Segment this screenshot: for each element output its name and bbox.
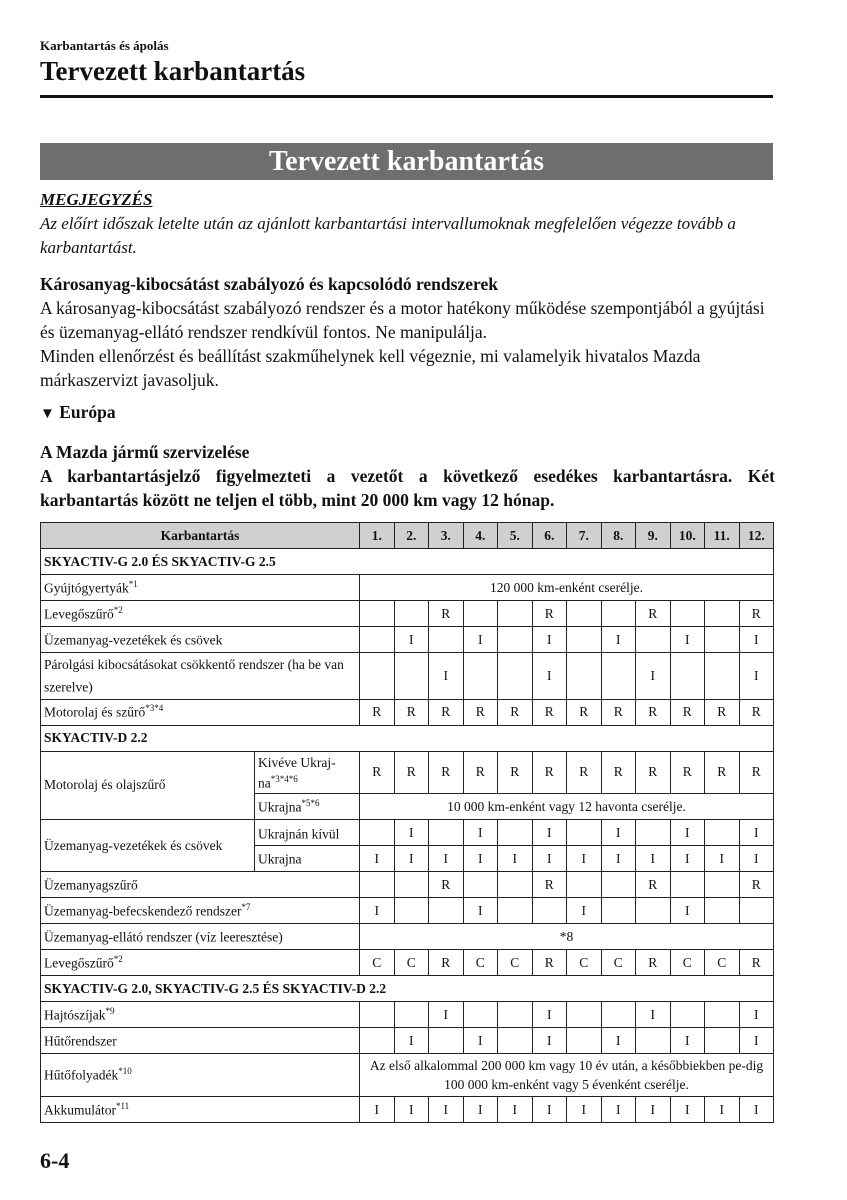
table-row [41,924,774,950]
interval-cell [705,627,740,653]
item-label-cell [41,924,360,950]
interval-cell [498,820,533,846]
interval-cell: I [394,1028,429,1054]
table-header-label: Karbantartás [41,523,360,549]
table-section-row [41,549,774,575]
table-row [41,872,774,898]
interval-cell: I [532,1097,567,1123]
note-text: Az előírt időszak letelte után az ajánlott karbantartási intervallumoknak megfelelően végezze tovább a karbantartást. [40,214,736,257]
interval-cell [360,1002,395,1028]
interval-cell [705,820,740,846]
interval-cell: I [601,820,636,846]
footnote-ref: *2 [113,953,123,964]
table-row [41,653,774,700]
interval-cell [601,601,636,627]
item-label: Gyújtógyertyák [44,580,129,596]
interval-cell: I [670,627,705,653]
interval-cell: R [532,699,567,725]
interval-cell: R [532,950,567,976]
interval-cell: I [498,846,533,872]
table-section-row [41,976,774,1002]
table-row [41,627,774,653]
interval-cell [601,1002,636,1028]
interval-cell: R [739,950,774,976]
interval-cell [394,1002,429,1028]
interval-cell: R [429,751,464,794]
sub-label: Ukrajna [258,851,302,867]
interval-cell: R [670,751,705,794]
interval-cell: R [636,751,671,794]
interval-cell: I [360,1097,395,1123]
interval-cell [498,653,533,700]
interval-cell: I [670,898,705,924]
item-label: Levegőszűrő [44,955,114,971]
section-label: SKYACTIV-D 2.2 [41,725,774,751]
interval-cell: R [429,601,464,627]
item-label: Hűtőrendszer [44,1033,117,1049]
interval-cell [360,872,395,898]
interval-cell: R [429,950,464,976]
sub-label-cell [255,751,360,794]
footnote-ref: *7 [241,901,251,912]
interval-cell [567,601,602,627]
interval-cell [636,898,671,924]
interval-cell [360,653,395,700]
interval-cell: C [463,950,498,976]
interval-cell [498,872,533,898]
item-label: Üzemanyag-ellátó rendszer (víz leeresztése) [44,929,283,945]
interval-cell: I [394,846,429,872]
interval-cell: R [636,872,671,898]
interval-cell: C [498,950,533,976]
interval-cell: I [463,898,498,924]
interval-cell: R [670,699,705,725]
interval-cell [705,1002,740,1028]
interval-cell: C [394,950,429,976]
interval-cell [670,1002,705,1028]
interval-header: 7. [567,523,602,549]
item-label-cell [41,699,360,725]
interval-cell: I [429,1002,464,1028]
interval-cell: C [360,950,395,976]
interval-cell [463,601,498,627]
table-row [41,699,774,725]
interval-cell: R [394,751,429,794]
interval-cell [601,872,636,898]
interval-cell: I [601,1097,636,1123]
item-label-cell [41,950,360,976]
interval-cell: I [429,653,464,700]
item-label-cell [41,575,360,601]
footnote-ref: *2 [113,604,123,615]
interval-header: 4. [463,523,498,549]
service-lead: A karbantartásjelző figyelmezteti a vezetőt a következő esedékes karbantartásra. Két karbantartás között ne teljen el több, mint 20 000 km vagy 12 hónap. [40,466,775,510]
group-label: Üzemanyag-vezetékek és csövek [41,820,255,872]
triangle-marker-icon: ▼ [40,406,55,422]
interval-cell: I [463,627,498,653]
interval-header: 1. [360,523,395,549]
interval-cell [463,1002,498,1028]
interval-cell: R [739,601,774,627]
interval-cell [429,627,464,653]
interval-cell [360,820,395,846]
table-row [41,751,774,794]
interval-cell [567,820,602,846]
span-note-cell: Az első alkalommal 200 000 km vagy 10 év után, a későbbiekben pe-dig 100 000 km-enként vagy 5 évenként cserélje. [360,1054,774,1097]
interval-cell: R [739,872,774,898]
interval-cell [670,872,705,898]
item-label-cell [41,1054,360,1097]
interval-cell [705,898,740,924]
section-banner: Tervezett karbantartás [40,143,773,180]
interval-cell [429,820,464,846]
interval-header: 2. [394,523,429,549]
interval-cell: I [739,820,774,846]
item-label: Üzemanyag-befecskendező rendszer [44,903,242,919]
sub-label-cell [255,846,360,872]
interval-cell: I [739,1002,774,1028]
interval-cell [636,820,671,846]
interval-cell: I [463,1028,498,1054]
interval-cell: I [739,1097,774,1123]
interval-cell: I [670,1028,705,1054]
interval-cell: I [532,846,567,872]
interval-cell [567,653,602,700]
page-title: Tervezett karbantartás [40,56,306,86]
item-label-cell [41,1028,360,1054]
interval-cell: R [360,751,395,794]
interval-cell [670,601,705,627]
footnote-ref: *10 [118,1066,132,1077]
interval-cell: C [567,950,602,976]
interval-cell: I [670,820,705,846]
interval-cell: I [394,627,429,653]
service-heading: A Mazda jármű szervizelése [40,442,250,462]
interval-cell: I [636,1097,671,1123]
interval-cell: R [636,950,671,976]
interval-cell: I [739,627,774,653]
interval-cell: C [601,950,636,976]
title-rule [40,95,773,98]
table-header-row [41,523,774,549]
maintenance-table [40,522,774,1123]
interval-cell [705,653,740,700]
interval-cell: I [532,627,567,653]
table-section-row [41,725,774,751]
interval-cell [394,898,429,924]
interval-cell: R [429,699,464,725]
item-label-cell [41,601,360,627]
interval-cell [705,872,740,898]
table-row [41,820,774,846]
interval-cell: I [394,820,429,846]
interval-cell: R [498,699,533,725]
interval-cell: I [636,846,671,872]
interval-cell: R [739,751,774,794]
item-label-cell [41,898,360,924]
item-label: Hűtőfolyadék [44,1067,119,1083]
table-row [41,1028,774,1054]
sub-label: Ukrajna [258,799,302,815]
interval-cell [498,898,533,924]
section-label: SKYACTIV-G 2.0 ÉS SKYACTIV-G 2.5 [41,549,774,575]
interval-cell [567,872,602,898]
item-label-cell [41,1097,360,1123]
table-row [41,1002,774,1028]
sub-label: Ukrajnán kívül [258,826,340,842]
footnote-ref: *3*4*6 [270,773,298,784]
interval-cell: R [636,699,671,725]
interval-cell [532,898,567,924]
sub-label-cell [255,820,360,846]
interval-cell: R [532,872,567,898]
interval-cell: I [636,1002,671,1028]
interval-cell: I [429,1097,464,1123]
interval-cell [360,1028,395,1054]
span-note-cell: 10 000 km-enként vagy 12 havonta cserélje. [360,794,774,820]
interval-cell: R [532,601,567,627]
interval-cell: I [739,846,774,872]
table-row [41,575,774,601]
interval-cell: I [463,846,498,872]
interval-cell: C [705,950,740,976]
item-label: Levegőszűrő [44,606,114,622]
interval-header: 11. [705,523,740,549]
interval-cell: I [670,1097,705,1123]
interval-cell: R [567,699,602,725]
interval-cell: I [601,846,636,872]
item-label: Párolgási kibocsátásokat csökkentő rendszer (ha be van szerelve) [44,657,344,695]
interval-cell: R [532,751,567,794]
interval-cell [394,601,429,627]
interval-header: 3. [429,523,464,549]
table-row [41,950,774,976]
footnote-ref: *9 [105,1005,115,1016]
interval-cell: I [429,846,464,872]
interval-cell [394,872,429,898]
region-label: Európa [59,402,116,422]
interval-header: 5. [498,523,533,549]
interval-cell [567,1002,602,1028]
interval-cell: I [532,653,567,700]
table-row [41,601,774,627]
group-label: Motorolaj és olajszűrő [41,751,255,820]
interval-cell: R [601,699,636,725]
interval-cell: R [636,601,671,627]
interval-cell [498,1028,533,1054]
interval-cell: I [463,820,498,846]
interval-header: 9. [636,523,671,549]
interval-cell [429,898,464,924]
interval-cell: I [360,898,395,924]
interval-cell: I [670,846,705,872]
item-label: Üzemanyag-vezetékek és csövek [44,632,223,648]
interval-cell: R [498,751,533,794]
interval-cell: I [532,1002,567,1028]
interval-cell: I [601,627,636,653]
note-heading: MEGJEGYZÉS [40,190,153,209]
interval-cell: I [394,1097,429,1123]
emission-heading: Károsanyag-kibocsátást szabályozó és kapcsolódó rendszerek [40,274,498,294]
interval-cell [463,872,498,898]
interval-cell: I [567,1097,602,1123]
interval-cell [394,653,429,700]
interval-cell: R [601,751,636,794]
interval-cell: I [567,898,602,924]
interval-cell [739,898,774,924]
interval-cell: R [463,699,498,725]
table-row [41,1097,774,1123]
interval-cell [429,1028,464,1054]
interval-cell [636,627,671,653]
interval-cell: I [739,1028,774,1054]
interval-cell: R [705,751,740,794]
interval-cell: R [360,699,395,725]
interval-cell: I [705,1097,740,1123]
region-heading [40,402,116,423]
span-note-cell: 120 000 km-enként cserélje. [360,575,774,601]
interval-cell [360,627,395,653]
emission-paragraph-1: A károsanyag-kibocsátást szabályozó rendszer és a motor hatékony működése szempontjából a gyújtási és üzemanyag-ellátó rendszer rendkívül fontos. Ne manipulálja. [40,298,765,342]
interval-cell: R [567,751,602,794]
interval-cell [636,1028,671,1054]
interval-cell: I [705,846,740,872]
interval-cell [498,601,533,627]
item-label: Motorolaj és szűrő [44,704,146,720]
sub-label-cell [255,794,360,820]
interval-header: 10. [670,523,705,549]
item-label-cell [41,1002,360,1028]
interval-cell: I [532,820,567,846]
interval-cell [567,627,602,653]
interval-cell: I [601,1028,636,1054]
interval-cell: I [360,846,395,872]
item-label-cell [41,872,360,898]
item-label-cell [41,627,360,653]
interval-cell [498,627,533,653]
item-label-cell [41,653,360,700]
footnote-ref: *3*4 [145,703,164,714]
span-note-cell: *8 [360,924,774,950]
interval-cell [601,653,636,700]
interval-cell: I [739,653,774,700]
interval-cell [360,601,395,627]
interval-cell [498,1002,533,1028]
item-label: Hajtószíjak [44,1007,106,1023]
footnote-ref: *1 [128,578,138,589]
item-label: Üzemanyagszűrő [44,877,138,893]
footnote-ref: *5*6 [301,797,320,808]
item-label: Akkumulátor [44,1102,116,1118]
section-label: SKYACTIV-G 2.0, SKYACTIV-G 2.5 ÉS SKYACTIV-D 2.2 [41,976,774,1002]
sub-label: Kivéve Ukraj-na [258,754,336,790]
interval-cell [567,1028,602,1054]
interval-header: 12. [739,523,774,549]
interval-cell: R [429,872,464,898]
interval-cell [601,898,636,924]
interval-cell: I [532,1028,567,1054]
emission-section [40,272,775,392]
interval-cell: I [636,653,671,700]
interval-cell: C [670,950,705,976]
interval-cell: I [567,846,602,872]
emission-paragraph-2: Minden ellenőrzést és beállítást szakműhelynek kell végeznie, mi valamelyik hivatalos Mazda márkaszervizt javasoljuk. [40,346,701,390]
page-number: 6-4 [40,1148,70,1173]
table-body [41,549,774,1123]
footnote-ref: *11 [116,1100,130,1111]
interval-cell: I [463,1097,498,1123]
interval-header: 8. [601,523,636,549]
service-section [40,440,775,512]
interval-cell: R [705,699,740,725]
interval-header: 6. [532,523,567,549]
interval-cell: R [394,699,429,725]
interval-cell [705,1028,740,1054]
interval-cell: I [498,1097,533,1123]
table-row [41,898,774,924]
interval-cell [670,653,705,700]
interval-cell: R [463,751,498,794]
interval-cell: R [739,699,774,725]
table-row [41,1054,774,1097]
interval-cell [705,601,740,627]
interval-cell [463,653,498,700]
note-box [40,190,775,260]
running-header: Karbantartás és ápolás [40,38,169,53]
